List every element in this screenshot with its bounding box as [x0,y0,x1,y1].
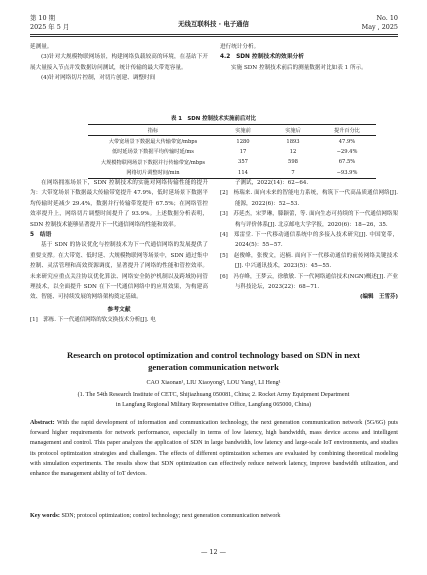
table-row [88,168,376,179]
table-cell: −93.9% [318,168,376,179]
table-cell: 低时延场景下数据平均传输时延/ms [112,149,194,156]
references-heading: 参考文献 [107,306,131,313]
table-header: 实施前 [218,125,268,136]
table-header: 提升百分比 [318,125,376,136]
reference-item: [3] 苏延杰，宋罗琳，滕颖蕾，等. 面向生态可持续的下一代通信网络架构与评价体系[J]. 北京邮电大学学报，2020(6)：18−26，35. [220,211,398,228]
table-cell: 1893 [286,138,300,145]
issue-number-cn: 第 10 期 [30,14,55,22]
english-keywords [30,511,398,521]
table-cell: 大规模物联网场景下数据并行传输带宽/mbps [100,159,206,166]
table-cell: 网络切片调整时间/min [88,168,218,179]
table-cell: −29.4% [336,148,358,155]
paragraph: 进行统计分析。 [220,44,260,50]
keywords-text: SDN; protocol optimization; control technology; next generation communication network [59,513,281,519]
page-number: — 12 — [201,548,226,556]
table-cell: 47.9% [338,138,356,145]
table-cell: 598 [288,159,298,166]
editor-note: (编辑 王雪芬) [359,294,398,301]
header-rule-thin [30,36,398,37]
table-cell: 114 [218,168,268,179]
issue-number-en: No. 10 [376,14,398,22]
reference-item: [1] 郭栋. 下一代通信网络的软交换技术分析[J]. 电 [30,317,156,324]
table-cell: 17 [239,148,247,155]
header-rule [30,34,398,35]
paragraph: 延测量。 [30,44,53,50]
comparison-table [88,124,376,179]
english-title: Research on protocol optimization and control technology based on SDN in next generation communication network [67,350,360,372]
paragraph: 基于 SDN 的协议优化与控制技术为下一代通信网络的发展提供了重要支撑。在大带宽、低时延、大规模物联网等场景中，SDN 通过集中控制、灵活管理和高效资源调度，显著提升了网络的性能和管控效率。未来研究应重点关注协议优化算法、网络安全防护机制以及跨域协同管理技术，以全面提升 SDN 在下一代通信网络中的应用效果，为构建高效、智能、可持续发展的网络架构奠定基础。 [30,242,208,301]
paragraph: (3)针对大规模物联网场景，构建网络负载较高的环境，在基站下开展大量接入节点并发数据访问测试，统计传输的最大带宽容量。 [30,54,208,71]
table-cell: 大带宽场景下数据最大传输带宽/mbps [108,139,198,146]
left-column-body [30,178,208,326]
abstract-label: Abstract: [30,420,55,426]
table-cell: 12 [289,148,297,155]
abstract-text: With the rapid development of information and communication technology, the next generation communication network (5G/6G) puts forward higher requirements for network performance, especially in terms of low latency, high bandwidth, mass device access and intelligent management and control. This paper analyzes the application of SDN in large bandwidth, low latency and large-scale IoT environments, and studies its protocol optimization strategies and challenges. The effects of different optimization schemes are evaluated by combining theoretical modeling with simulation experiments. The results show that SDN optimization can effectively reduce network latency, improve bandwidth utilization, and enhance the management ability of IoT devices. [30,420,398,478]
section-heading-4-2: 4.2 SDN 控制技术的效果分析 [220,54,305,61]
left-column-top [30,42,208,84]
date-en: May , 2025 [361,23,398,31]
english-authors: CAO Xiaonan¹, LIU Xiaoyong², LOU Yang¹, LI Heng¹ [146,380,281,386]
table-header: 指标 [88,125,218,136]
table-row [88,157,376,167]
reference-item: [6] 冯存峰，王梦云，徐敏敏. 下一代网络通信技术(NGN)概述[J]. 产业与科技论坛，2023(22)：68−71. [220,273,398,291]
keywords-label: Key words: [30,513,60,519]
journal-title: 无线互联科技 · 电子通信 [178,20,249,28]
table-header: 实施后 [268,125,318,136]
section-heading-5: 5 结语 [30,232,52,239]
english-affiliation-2: in Langfang Regional Military Representative Office, Langfang 065000, China) [115,402,312,408]
table-cell: 67.5% [338,159,356,166]
table-cell: 1280 [236,138,250,145]
right-column-top [220,42,398,73]
paragraph: (4)针对网络切片控制，对切片创建、调整时间 [41,75,156,82]
english-affiliation-1: (1. The 54th Research Institute of CETC, Shijiazhuang 050081, China; 2. Rocket Army Equipment Department [77,392,350,398]
reference-item: [2] 杨瑞来. 面向未来的智能电力系统，构筑下一代高品质通信网络[J]. 能源，2022(6)：52−53. [220,190,398,207]
table-cell: 357 [238,159,248,166]
date-cn: 2025 年 5 月 [30,23,70,31]
reference-item: 子测试，2022(14)：62−64. [235,180,309,186]
right-column-references [220,178,398,303]
table-caption: 表 1 SDN 控制技术实施前后对比 [170,116,257,122]
paragraph: 实施 SDN 控制技术前后的测量数据对比如表 1 所示。 [231,64,367,71]
paragraph: 在网络拥塞场景下，SDN 控制技术的实施对网络传输性能的提升为：大带宽场景下数据最大传输带宽提升 47.9%，低时延场景下数据平均传输时延减少 29.4%，数据并行传输带宽提升 67.5%；在网络管控效率提升上，网络切片调整时间提升了 93.9%。上述数据分析表明，SDN 控制技术能够显著提升下一代通信网络的性能和效率。 [30,180,208,228]
reference-item: [4] 郑雷堂. 下一代移动通信系统中的多接入技术研究[J]. 中国宽带，2024(5)：55−57. [220,232,398,249]
english-abstract [30,418,398,479]
table-row [88,147,376,157]
table-cell: 7 [268,168,318,179]
reference-item: [5] 赵俊峰，张俊文，迟楠. 面向下一代移动通信的前传网络关键技术[J]. 中兴通讯技术，2023(5)：45−55. [220,252,398,270]
table-row [88,136,376,147]
